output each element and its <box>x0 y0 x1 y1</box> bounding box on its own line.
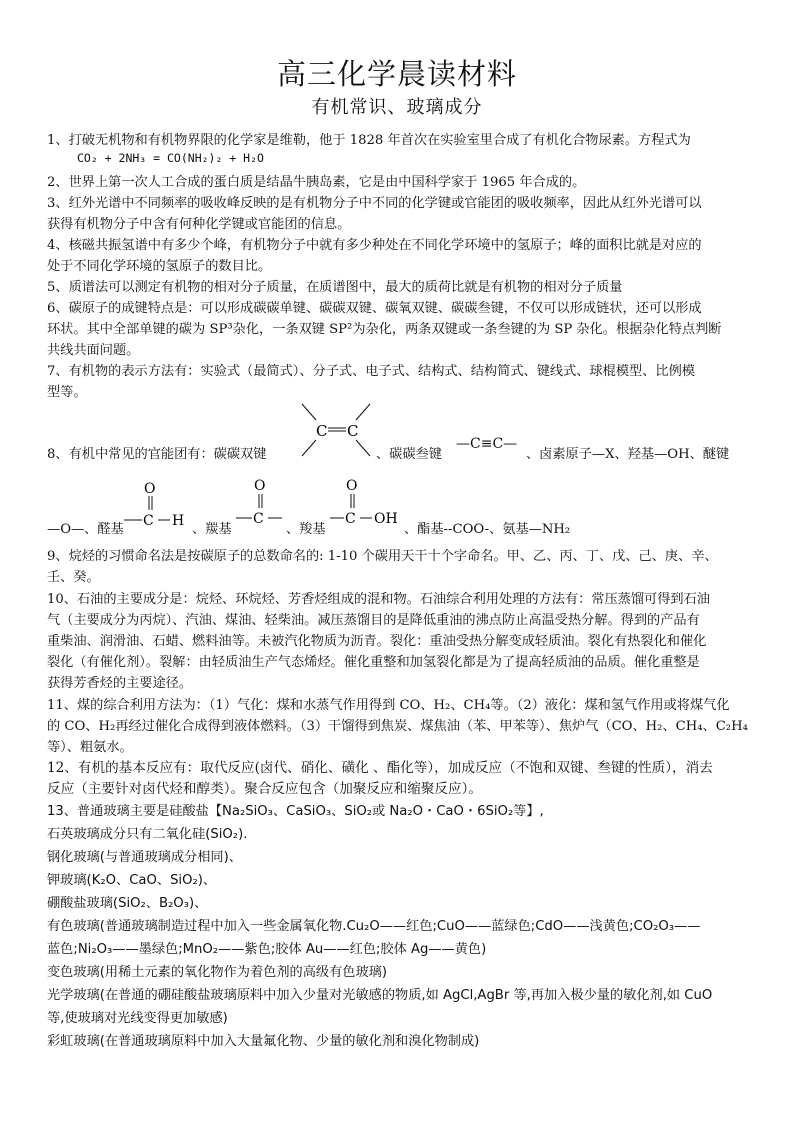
item-8-rest: 、卤素原子—X、羟基—OH、醚键 <box>526 447 730 462</box>
carboxyl-oh: OH <box>374 511 398 527</box>
cc-triple-bond-structure: —C≡C— <box>456 436 518 452</box>
item-8-ketone-label: 、羰基 <box>192 522 232 537</box>
glass-rainbow: 彩虹玻璃(在普通玻璃原料中加入大量氟化物、少量的敏化剂和溴化物制成) <box>47 1034 480 1049</box>
item-8-tail: 、酯基--COO-、氨基—NH₂ <box>404 522 571 537</box>
item-10-line-3: 重柴油、润滑油、石蜡、燃料油等。未被汽化物质为沥青。裂化：重油受热分解变成轻质油。裂化有热裂化和催化 <box>47 634 707 649</box>
item-7-line-2: 型等。 <box>47 385 87 400</box>
glass-tempered: 钢化玻璃(与普通玻璃成分相同)、 <box>47 850 242 865</box>
item-8-ether: —O—、醛基 <box>47 522 124 537</box>
ketone-o: O <box>254 478 266 494</box>
page-title: 高三化学晨读材料 <box>276 57 517 91</box>
item-12-line-2: 反应（主要针对卤代烃和醇类）。聚合反应包含（加聚反应和缩聚反应）。 <box>47 781 482 797</box>
item-10-line-4: 裂化（有催化剂）。裂解：由轻质油生产气态烯烃。催化重整和加氢裂化都是为了提高轻质油的品质。催化重整是 <box>47 655 700 670</box>
cc-double-bond-structure <box>296 398 376 468</box>
item-12-line-1: 12、有机的基本反应有：取代反应(卤代、硝化、磺化 、酯化等），加成反应（不饱和双键、叁键的性质），消去 <box>47 760 713 776</box>
item-3-line-1: 3、红外光谱中不同频率的吸收峰反映的是有机物分子中不同的化学键或官能团的吸收频率，因此从红外光谱可以 <box>47 196 702 211</box>
glass-colored-line-1: 有色玻璃(普通玻璃制造过程中加入一些金属氧化物.Cu₂O——红色;CuO——蓝绿色;CdO——浅黄色;CO₂O₃—— <box>47 919 701 934</box>
item-6-line-2: 环状。其中全部单键的碳为 SP³杂化，一条双键 SP²为杂化，两条双键或一条叁键的为 SP 杂化。根据杂化特点判断 <box>47 322 722 337</box>
item-10-line-1: 10、石油的主要成分是：烷烃、环烷烃、芳香烃组成的混和物。石油综合利用处理的方法有：常压蒸馏可得到石油 <box>47 592 710 607</box>
carboxyl-c: C <box>345 511 356 527</box>
urea-equation: CO₂ + 2NH₃ = CO(NH₂)₂ + H₂O <box>77 151 264 165</box>
glass-optical-line-1: 光学玻璃(在普通的硼硅酸盐玻璃原料中加入少量对光敏感的物质,如 AgCl,AgBr 等,再加入极少量的敏化剂,如 CuO <box>47 988 713 1003</box>
item-4-line-1: 4、核磁共振氢谱中有多少个峰，有机物分子中就有多少种处在不同化学环境中的氢原子；峰的面积比就是对应的 <box>47 238 702 253</box>
item-13: 13、普通玻璃主要是硅酸盐【Na₂SiO₃、CaSiO₃、SiO₂或 Na₂O・CaO・6SiO₂等】, <box>47 804 544 819</box>
item-3-line-2: 获得有机物分子中含有何种化学键或官能团的信息。 <box>47 217 351 232</box>
item-6-line-1: 6、碳原子的成键特点是：可以形成碳碳单键、碳碳双键、碳氧双键、碳碳叁键，不仅可以形成链状，还可以形成 <box>47 301 702 316</box>
item-11-line-3: 等）、粗氨水。 <box>47 740 133 755</box>
item-11-line-2: 的 CO、H₂再经过催化合成得到液体燃料。（3）干馏得到焦炭、煤焦油（苯、甲苯等）、焦炉气（CO、H₂、CH₄、C₂H₄ <box>47 719 748 734</box>
page-subtitle: 有机常识、玻璃成分 <box>311 97 483 118</box>
aldehyde-h: H <box>172 513 185 529</box>
item-2: 2、世界上第一次人工合成的蛋白质是结晶牛胰岛素，它是由中国科学家于 1965 年合成的。 <box>47 175 586 190</box>
item-10-line-2: 气（主要成分为丙烷）、汽油、煤油、轻柴油。减压蒸馏目的是降低重油的沸点防止高温受热分解。得到的产品有 <box>47 613 700 628</box>
item-10-line-5: 获得芳香烃的主要途径。 <box>47 676 193 691</box>
item-8-lead: 8、有机中常见的官能团有：碳碳双键 <box>47 447 267 462</box>
item-9-line-1: 9、烷烃的习惯命名法是按碳原子的总数命名的: 1-10 个碳用天干十个字命名。甲、乙、丙、丁、戊、己、庚、辛、 <box>47 549 718 564</box>
glass-potash: 钾玻璃(K₂O、CaO、SiO₂)、 <box>47 873 217 888</box>
item-6-line-3: 共线共面问题。 <box>47 343 140 358</box>
item-11-line-1: 11、煤的综合利用方法为：（1）气化：煤和水蒸气作用得到 CO、H₂、CH₄等。（2）液化：煤和氢气作用或将煤气化 <box>47 698 730 713</box>
item-8-triple-label: 、碳碳叁键 <box>376 447 442 462</box>
carboxyl-structure <box>330 474 404 536</box>
aldehyde-c: C <box>143 513 154 529</box>
item-8-carboxyl-label: 、羧基 <box>286 522 326 537</box>
carboxyl-o: O <box>346 478 358 494</box>
item-5: 5、质谱法可以测定有机物的相对分子质量，在质谱图中，最大的质荷比就是有机物的相对分子质量 <box>47 280 623 295</box>
carbonyl-structure <box>236 474 286 536</box>
double-bond-c-right: C <box>347 422 359 440</box>
item-7-line-1: 7、有机物的表示方法有：实验式（最简式）、分子式、电子式、结构式、结构简式、键线式、球棍模型、比例模 <box>47 364 695 379</box>
glass-photochromic: 变色玻璃(用稀土元素的氧化物作为着色剂的高级有色玻璃) <box>47 965 387 980</box>
aldehyde-o: O <box>144 481 156 497</box>
ketone-c: C <box>253 511 264 527</box>
glass-colored-line-2: 蓝色;Ni₂O₃——墨绿色;MnO₂——紫色;胶体 Au——红色;胶体 Ag——黄色) <box>47 942 487 957</box>
glass-optical-line-2: 等,使玻璃对光线变得更加敏感) <box>47 1011 228 1026</box>
aldehyde-structure <box>124 478 192 538</box>
item-4-line-2: 处于不同化学环境的氢原子的数目比。 <box>47 259 272 274</box>
glass-quartz: 石英玻璃成分只有二氧化硅(SiO₂). <box>47 827 248 842</box>
double-bond-c-left: C <box>316 422 328 440</box>
item-9-line-2: 壬、癸。 <box>47 570 100 585</box>
item-1: 1、打破无机物和有机物界限的化学家是维勒，他于 1828 年首次在实验室里合成了有机化合物尿素。方程式为 <box>47 133 691 148</box>
glass-borate: 硼酸盐玻璃(SiO₂、B₂O₃)、 <box>47 896 208 911</box>
